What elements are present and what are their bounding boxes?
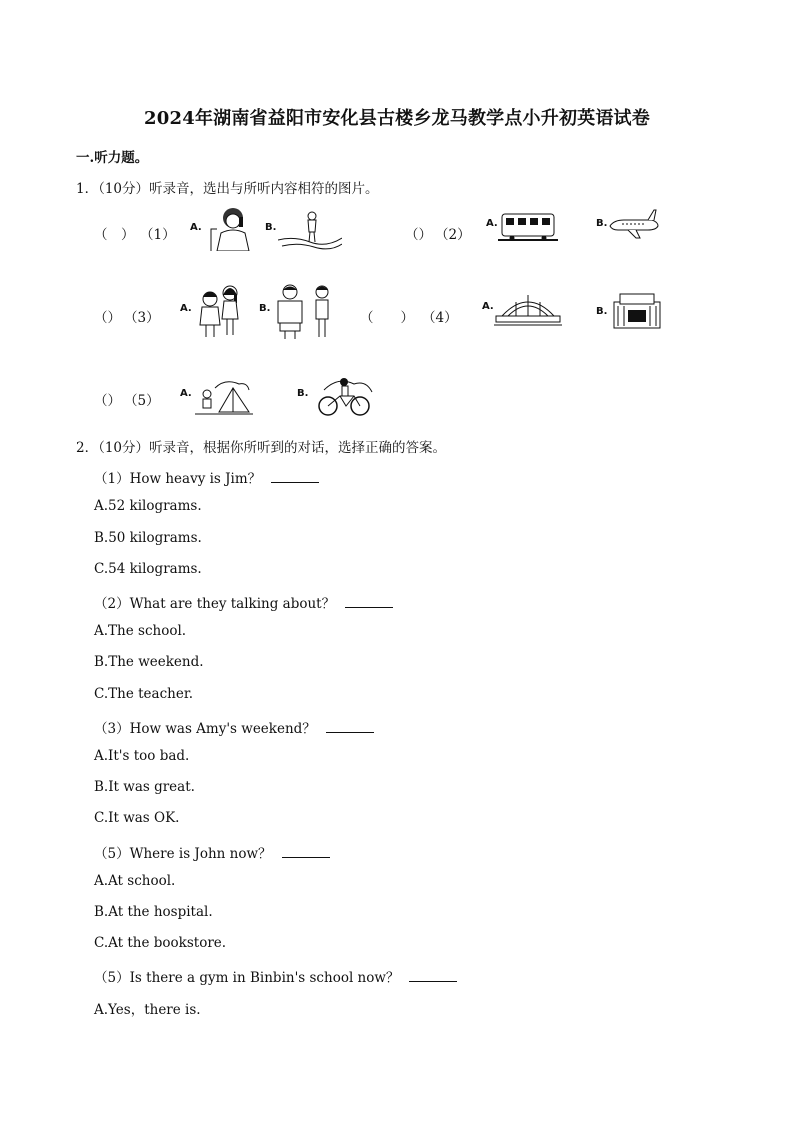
boy-on-phone-icon (205, 205, 261, 251)
option-b-label: B. (596, 218, 608, 229)
page-title: 2024年湖南省益阳市安化县古楼乡龙马教学点小升初英语试卷 (144, 108, 650, 129)
option-text: A.Yes，there is. (94, 1002, 201, 1018)
answer-blank[interactable] (271, 470, 319, 483)
stadium-building-icon (494, 292, 562, 326)
option-text: C.At the bookstore. (94, 935, 227, 951)
item-number-5: （5） (124, 393, 160, 409)
option-text: B.50 kilograms. (94, 530, 202, 546)
option-a-label: A. (486, 218, 498, 229)
modern-building-icon (610, 292, 664, 332)
item-number-1: （1） (140, 227, 176, 243)
option-b-label: B. (297, 388, 309, 399)
option-a-label: A. (180, 303, 192, 314)
question-2-stem: 2．（10分）听录音，根据你所听到的对话，选择正确的答案。 (76, 440, 447, 456)
sub-question-5a: （5）Where is John now？ (94, 842, 330, 862)
two-boys-icon (274, 283, 336, 341)
sub-question-3: （3）How was Amy's weekend？ (94, 717, 374, 737)
boy-riding-bike-icon (314, 374, 374, 416)
answer-paren-4: （ ） (360, 310, 414, 326)
answer-blank[interactable] (409, 969, 457, 982)
answer-blank[interactable] (345, 595, 393, 608)
answer-paren-1: （ ） (94, 227, 135, 243)
option-text: B.At the hospital. (94, 904, 213, 920)
option-a-label: A. (190, 222, 202, 233)
option-a-label: A. (180, 388, 192, 399)
item-number-3: （3） (124, 310, 160, 326)
option-text: C.54 kilograms. (94, 561, 202, 577)
option-b-label: B. (265, 222, 277, 233)
option-text: A.The school. (94, 623, 187, 639)
boy-by-river-icon (278, 210, 342, 250)
answer-paren-5: （） (94, 393, 121, 409)
option-text: C.It was OK. (94, 810, 180, 826)
camping-tent-icon (195, 374, 253, 416)
two-children-icon (196, 283, 244, 339)
answer-paren-2: （） (405, 227, 432, 243)
item-number-4: （4） (422, 310, 458, 326)
airplane-icon (608, 208, 660, 240)
answer-blank[interactable] (326, 720, 374, 733)
sub-question-1: （1）How heavy is Jim？ (94, 467, 319, 487)
option-b-label: B. (259, 303, 271, 314)
train-icon (498, 208, 558, 244)
sub-question-5b: （5）Is there a gym in Binbin's school now？ (94, 966, 457, 986)
option-text: A.It's too bad. (94, 748, 190, 764)
option-b-label: B. (596, 306, 608, 317)
option-a-label: A. (482, 301, 494, 312)
question-1-stem: 1．（10分）听录音，选出与所听内容相符的图片。 (76, 181, 379, 197)
option-text: A.At school. (94, 873, 176, 889)
answer-blank[interactable] (282, 845, 330, 858)
sub-question-2: （2）What are they talking about？ (94, 592, 393, 612)
option-text: B.It was great. (94, 779, 195, 795)
item-number-2: （2） (435, 227, 471, 243)
option-text: C.The teacher. (94, 686, 194, 702)
section-heading-listening: 一.听力题。 (76, 150, 149, 166)
answer-paren-3: （） (94, 310, 121, 326)
option-text: A.52 kilograms. (94, 498, 202, 514)
option-text: B.The weekend. (94, 654, 204, 670)
